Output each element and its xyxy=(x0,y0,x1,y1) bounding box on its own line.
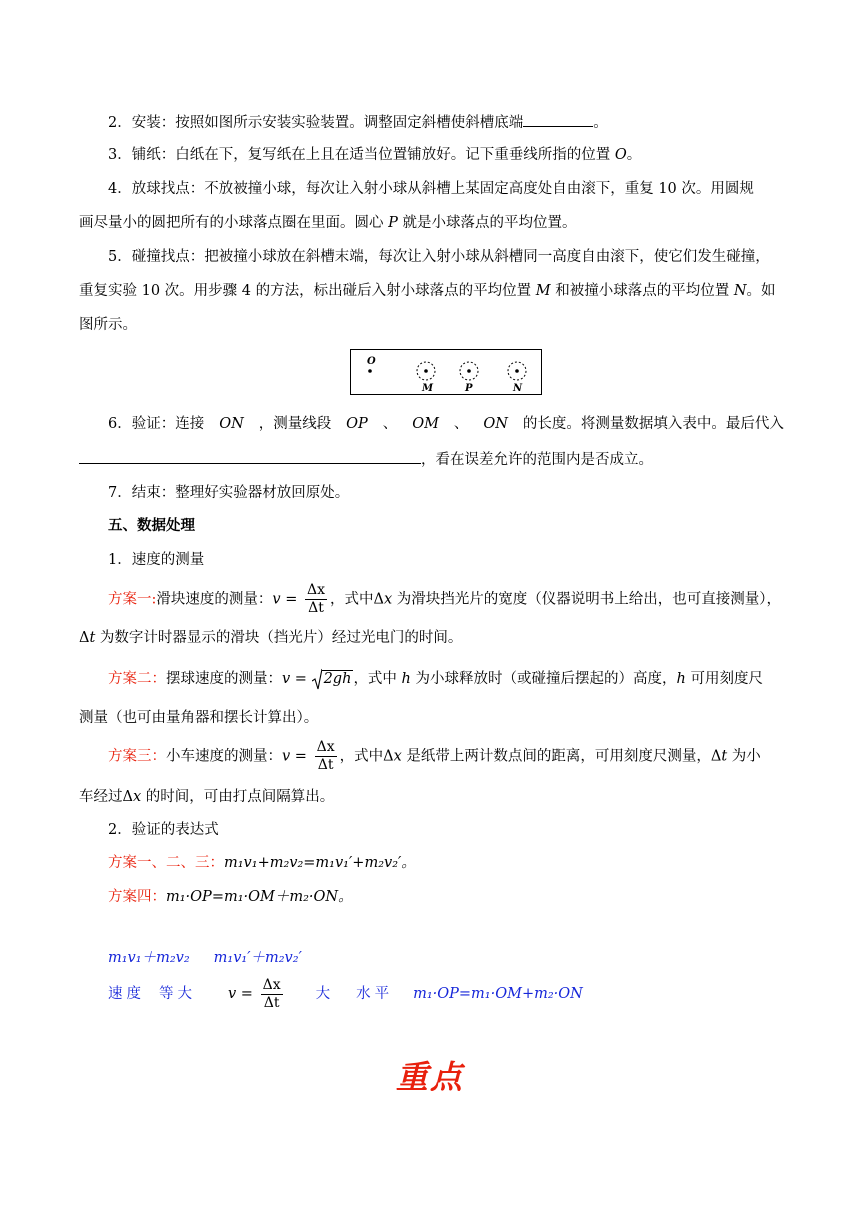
fraction-dx-dt xyxy=(315,739,337,774)
expression-1 xyxy=(108,853,813,873)
formula-v: v xyxy=(272,591,281,608)
answer-6: 大 xyxy=(315,986,331,1002)
step-6-text-2: ，测量线段 xyxy=(258,416,332,432)
step-5-line1: 5．碰撞找点：把被撞小球放在斜槽末端，每次让入射小球从斜槽同一高度自由滚下，使它们发生碰撞， xyxy=(108,249,770,265)
step-6-line1 xyxy=(108,414,784,434)
fraction-dx-dt xyxy=(305,582,327,617)
plan-1-text: 滑块速度的测量： xyxy=(156,591,273,608)
formula-v: v xyxy=(282,671,291,687)
answer-2: m₁v₁′＋m₂v₂′ xyxy=(213,950,302,966)
fraction-denominator: Δt xyxy=(308,600,324,616)
plan-1-label: 方案一: xyxy=(108,591,157,608)
plan-3-text-6: 的时间，可由打点间隔算出。 xyxy=(141,789,335,805)
var-h: h xyxy=(401,671,411,687)
var-x: x xyxy=(132,789,142,805)
expression-1-formula: m₁v₁+m₂v₂=m₁v₁′+m₂v₂′。 xyxy=(224,855,416,871)
formula-eq: = xyxy=(280,591,302,608)
fraction-numerator: Δx xyxy=(306,582,325,598)
step-2 xyxy=(108,112,813,133)
point-n-dot xyxy=(515,369,519,373)
landing-points-diagram xyxy=(351,350,541,394)
answer-7: 水平 xyxy=(356,986,394,1002)
var-x: x xyxy=(393,748,402,765)
step-6-end: ，看在误差允许的范围内是否成立。 xyxy=(421,452,653,468)
section-title: 重点 xyxy=(395,1058,464,1096)
plan-3-text-3: 是纸带上两计数点间的距离，可用刻度尺测量，Δ xyxy=(401,748,722,765)
formula-v: v xyxy=(228,986,237,1002)
plan-3-text-2: ，式中Δ xyxy=(339,748,394,765)
var-x: x xyxy=(383,591,393,608)
plan-1-text-3: 为滑块挡光片的宽度（仪器说明书上给出，也可直接测量）， xyxy=(392,591,782,608)
segment-op: OP xyxy=(346,416,368,432)
var-h: h xyxy=(676,671,686,687)
answer-8: m₁·OP=m₁·OM+m₂·ON xyxy=(413,986,583,1002)
step-3-end: 。 xyxy=(626,147,642,163)
plan-1-line2 xyxy=(79,628,784,648)
section-heading: 五、数据处理 xyxy=(108,517,195,534)
step-5-text-3: 。如 xyxy=(746,283,776,299)
plan-2-text: 摆球速度的测量： xyxy=(166,671,282,687)
plan-3-label: 方案三： xyxy=(108,748,166,765)
step-3 xyxy=(108,145,813,165)
fraction-dx-dt xyxy=(261,977,283,1012)
step-3-text: 3．铺纸：白纸在下，复写纸在上且在适当位置铺放好。记下重垂线所指的位置 xyxy=(108,147,615,163)
formula-eq: = xyxy=(290,671,312,687)
label-o: O xyxy=(367,356,376,367)
step-4-text: 画尽量小的圆把所有的小球落点圈在里面。圆心 xyxy=(79,215,389,231)
fraction-numerator: Δx xyxy=(262,976,281,993)
point-o: O xyxy=(614,147,627,163)
expression-1-label: 方案一、二、三： xyxy=(108,855,224,871)
segment-om: OM xyxy=(412,416,439,432)
label-n: N xyxy=(513,383,523,394)
point-p-dot xyxy=(467,369,471,373)
plan-2-label: 方案二： xyxy=(108,671,166,687)
step-6-text: 6．验证：连接 xyxy=(108,416,205,432)
delta-symbol: Δ xyxy=(79,630,90,646)
step-7: 7．结束：整理好实验器材放回原处。 xyxy=(108,485,350,501)
step-2-end: 。 xyxy=(593,115,608,131)
step-6-text-3: 的长度。将测量数据填入表中。最后代入 xyxy=(522,416,784,432)
answers-row-1 xyxy=(108,948,813,968)
plan-2-line1 xyxy=(108,664,813,694)
step-5-text: 重复实验 10 次。用步骤 4 的方法，标出碰后入射小球落点的平均位置 xyxy=(79,283,536,299)
separator: 、 xyxy=(453,416,469,432)
sqrt-icon xyxy=(312,668,322,690)
plan-3-line1 xyxy=(108,739,813,774)
answer-1: m₁v₁＋m₂v₂ xyxy=(108,950,190,966)
subheading-velocity: 1．速度的测量 xyxy=(108,552,205,568)
formula-eq: = xyxy=(290,748,312,765)
expression-2 xyxy=(108,887,813,907)
point-o-dot xyxy=(368,369,372,373)
expression-2-label: 方案四： xyxy=(108,889,166,905)
answer-3: 速度 xyxy=(108,986,145,1002)
point-n: N xyxy=(733,283,747,299)
step-5-text-2: 和被撞小球落点的平均位置 xyxy=(550,283,734,299)
plan-2-line2: 测量（也可由量角器和摆长计算出）。 xyxy=(79,710,319,726)
plan-1-line1 xyxy=(108,582,813,617)
fraction-denominator: Δt xyxy=(263,994,280,1011)
var-t: t xyxy=(89,630,96,646)
label-p: P xyxy=(465,383,473,394)
answers-row-2 xyxy=(108,976,813,1012)
point-p: P xyxy=(388,215,398,231)
subheading-expression: 2．验证的表达式 xyxy=(108,822,219,838)
formula-v: v xyxy=(282,748,291,765)
plan-1-text-2: ，式中Δ xyxy=(329,591,384,608)
plan-2-text-4: 可用刻度尺 xyxy=(685,671,763,687)
landing-points-figure xyxy=(350,349,542,395)
step-6-line2 xyxy=(79,449,784,470)
answer-4: 等大 xyxy=(159,986,196,1002)
sqrt-2gh xyxy=(312,664,354,694)
separator: 、 xyxy=(382,416,398,432)
answer-blank[interactable] xyxy=(523,112,593,127)
point-m: M xyxy=(535,283,551,299)
step-5-line2 xyxy=(79,281,784,301)
step-4-line2 xyxy=(79,213,784,233)
fraction-denominator: Δt xyxy=(317,757,334,773)
segment-on-2: ON xyxy=(483,416,508,432)
step-4-end: 就是小球落点的平均位置。 xyxy=(397,215,577,231)
segment-on: ON xyxy=(219,416,244,432)
plan-2-text-3: 为小球释放时（或碰撞后摆起的）高度， xyxy=(410,671,677,687)
plan-1-text-4: 为数字计时器显示的滑块（挡光片）经过光电门的时间。 xyxy=(95,630,463,646)
step-2-text: 2．安装：按照如图所示安装实验装置。调整固定斜槽使斜槽底端 xyxy=(108,115,524,131)
plan-3-line2 xyxy=(79,787,784,807)
plan-2-text-2: ，式中 xyxy=(353,671,402,687)
step-4-line1: 4．放球找点：不放被撞小球，每次让入射小球从斜槽上某固定高度处自由滚下，重复 10 次。用圆规 xyxy=(108,181,754,197)
expression-2-formula: m₁·OP=m₁·OM＋m₂·ON。 xyxy=(166,889,353,905)
var-t: t xyxy=(721,748,728,765)
plan-3-text: 小车速度的测量： xyxy=(166,748,282,765)
answer-blank[interactable] xyxy=(79,449,421,464)
formula-eq: = xyxy=(236,986,258,1002)
step-5-line3: 图所示。 xyxy=(79,317,137,333)
sqrt-body: 2gh xyxy=(323,671,352,687)
plan-3-text-4: 为小 xyxy=(727,748,761,765)
fraction-numerator: Δx xyxy=(316,739,335,755)
point-m-dot xyxy=(424,369,428,373)
plan-3-text-5: 车经过Δ xyxy=(79,789,133,805)
label-m: M xyxy=(422,383,434,394)
